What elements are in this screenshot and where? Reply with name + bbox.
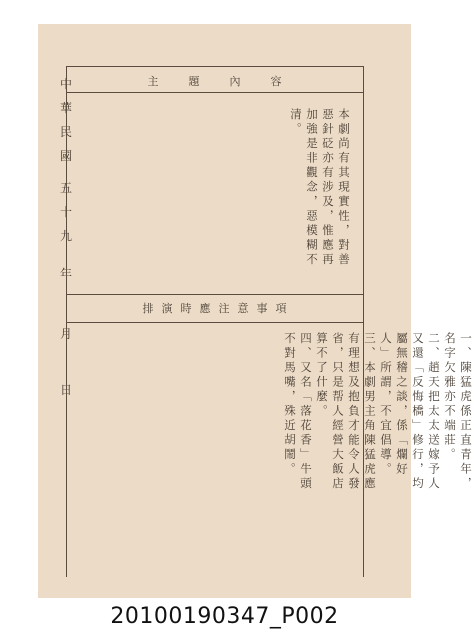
divider — [66, 92, 363, 93]
margin-char: 五 — [59, 181, 72, 195]
margin-char: 日 — [59, 383, 72, 397]
margin-char: 民 — [59, 125, 72, 139]
image-caption: 20100190347_P002 — [110, 604, 339, 629]
theme-header: 主題內容 — [147, 75, 312, 88]
margin-char: 十 — [59, 205, 72, 219]
margin-char: 國 — [59, 149, 72, 163]
theme-body: 本劇尚有其現實性，對善惡針砭亦有涉及，惟應再加強是非觀念，惡模糊不清。 — [289, 108, 351, 268]
margin-char: 九 — [59, 229, 72, 243]
margin-char: 中 — [59, 77, 72, 91]
divider — [66, 294, 363, 295]
note-item: 二、趙天把太太送嫁予人又還「反悔橋」修行，均屬無稽之談，係「爛好人」所謂，不宜倡導。 — [379, 332, 441, 492]
note-item: 一、陳猛虎係正直青年，名字欠雅亦不端莊。 — [443, 332, 473, 492]
note-item: 三、本劇男主角陳猛虎應有理想及抱負才能令人發省，只是帮人經營大飯店算不了什麼。 — [315, 332, 377, 492]
margin-char: 月 — [59, 327, 72, 341]
divider — [66, 322, 363, 323]
note-item: 四、又名「落花香」牛頭不對馬嘴，殊近胡鬧。 — [283, 332, 313, 492]
margin-char: 年 — [59, 267, 72, 281]
margin-char: 華 — [59, 101, 72, 115]
notes-body — [282, 332, 474, 500]
notes-header: 排演時應注意事項 — [142, 302, 295, 315]
